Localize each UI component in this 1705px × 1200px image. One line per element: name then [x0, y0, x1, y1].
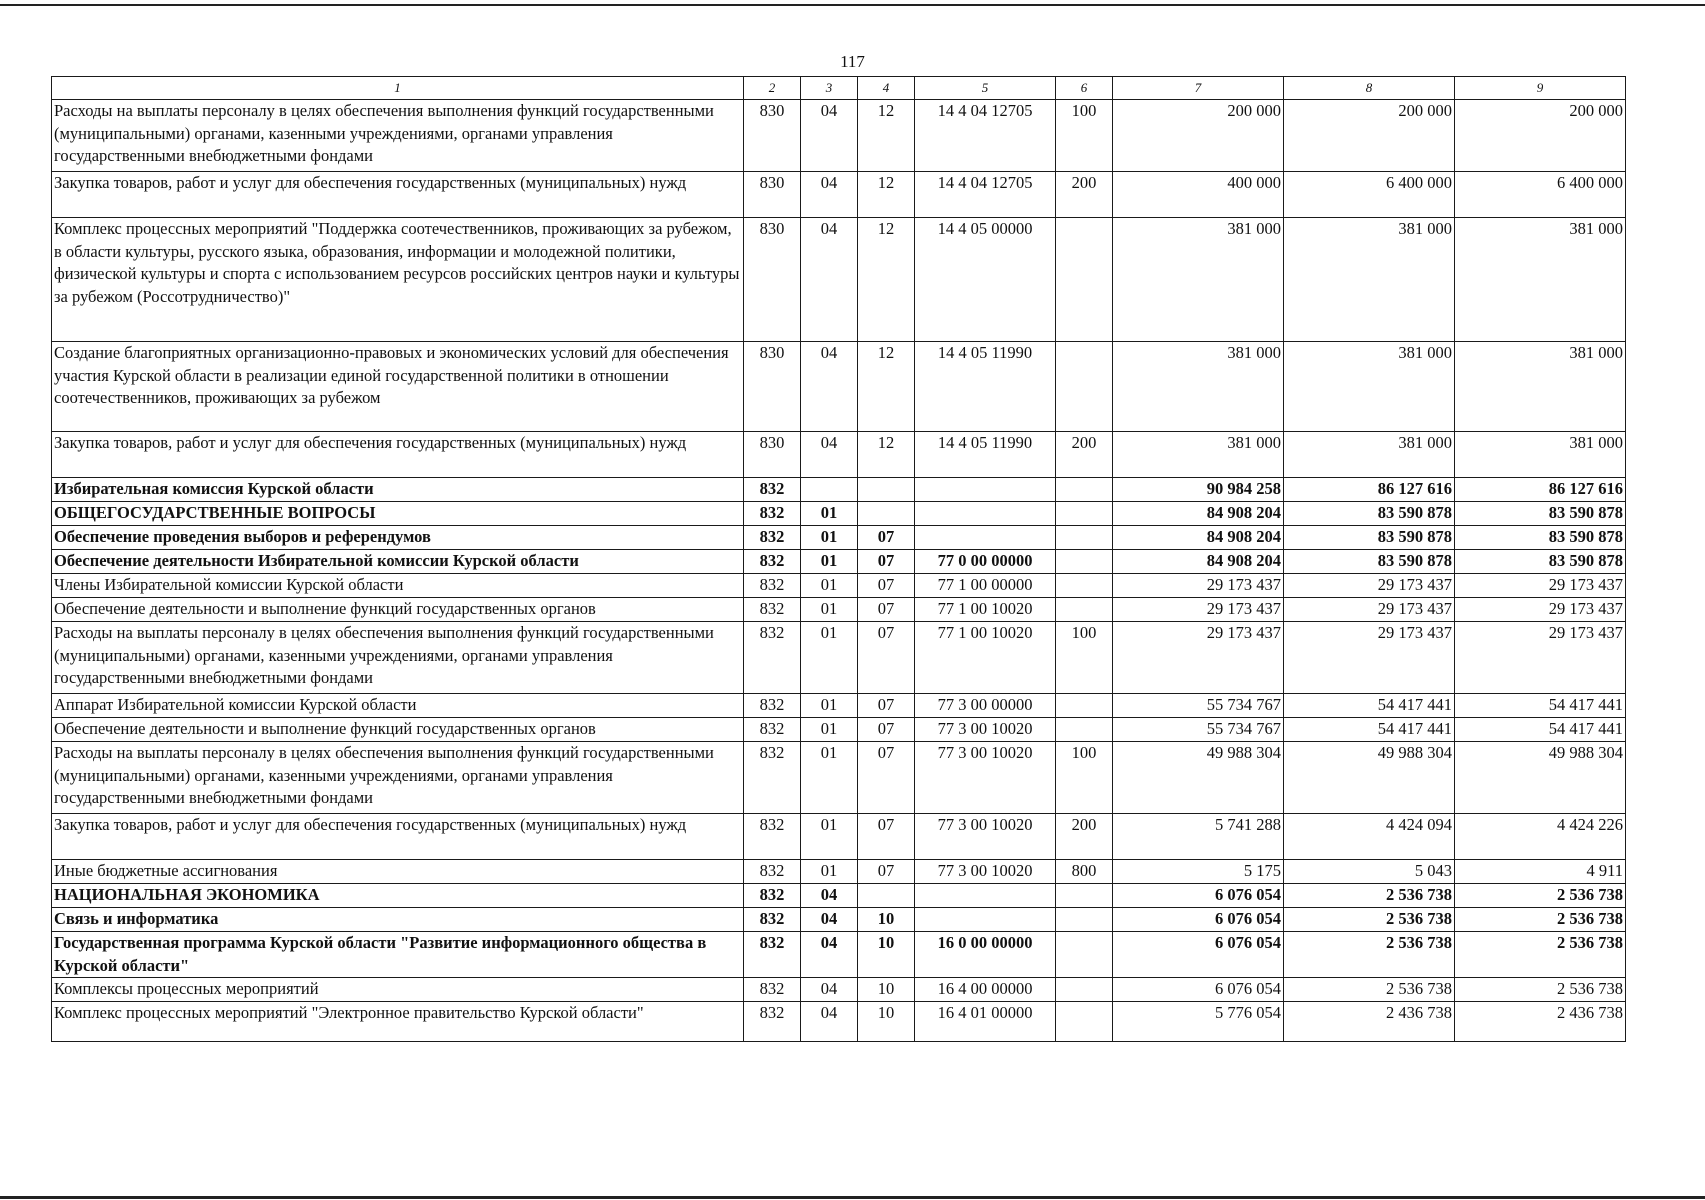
code-section: 04 — [801, 1002, 858, 1042]
code-target-article — [915, 478, 1056, 502]
row-name: Расходы на выплаты персоналу в целях обеспечения выполнения функций государственными (муниципальными) органами, казенными учреждениями, органами управления государственными внебюджетными фондами — [52, 742, 744, 814]
row-name: Комплекс процессных мероприятий "Электронное правительство Курской области" — [52, 1002, 744, 1042]
code-subsection: 07 — [858, 694, 915, 718]
code-subsection: 07 — [858, 598, 915, 622]
code-expense-type — [1056, 718, 1113, 742]
code-grbs: 830 — [744, 172, 801, 218]
amount-col8: 6 400 000 — [1284, 172, 1455, 218]
code-grbs: 832 — [744, 860, 801, 884]
code-subsection: 10 — [858, 978, 915, 1002]
code-subsection: 07 — [858, 814, 915, 860]
amount-col9: 83 590 878 — [1455, 526, 1626, 550]
amount-col9: 29 173 437 — [1455, 598, 1626, 622]
amount-col7: 49 988 304 — [1113, 742, 1284, 814]
code-section — [801, 478, 858, 502]
amount-col7: 6 076 054 — [1113, 908, 1284, 932]
amount-col8: 83 590 878 — [1284, 526, 1455, 550]
code-subsection: 12 — [858, 100, 915, 172]
amount-col9: 83 590 878 — [1455, 550, 1626, 574]
amount-col7: 55 734 767 — [1113, 694, 1284, 718]
amount-col9: 2 536 738 — [1455, 932, 1626, 978]
code-target-article: 14 4 04 12705 — [915, 172, 1056, 218]
row-name: ОБЩЕГОСУДАРСТВЕННЫЕ ВОПРОСЫ — [52, 502, 744, 526]
amount-col8: 381 000 — [1284, 342, 1455, 432]
amount-col7: 6 076 054 — [1113, 932, 1284, 978]
column-header: 9 — [1455, 77, 1626, 100]
budget-table — [51, 76, 1626, 1042]
table-row — [52, 342, 1626, 432]
amount-col8: 2 536 738 — [1284, 884, 1455, 908]
amount-col9: 86 127 616 — [1455, 478, 1626, 502]
amount-col7: 5 741 288 — [1113, 814, 1284, 860]
row-name: Расходы на выплаты персоналу в целях обеспечения выполнения функций государственными (муниципальными) органами, казенными учреждениями, органами управления государственными внебюджетными фондами — [52, 100, 744, 172]
code-subsection: 07 — [858, 526, 915, 550]
amount-col8: 2 536 738 — [1284, 978, 1455, 1002]
table-row — [52, 526, 1626, 550]
amount-col8: 29 173 437 — [1284, 598, 1455, 622]
amount-col9: 6 400 000 — [1455, 172, 1626, 218]
code-target-article: 77 0 00 00000 — [915, 550, 1056, 574]
code-target-article: 77 3 00 10020 — [915, 718, 1056, 742]
row-name: Аппарат Избирательной комиссии Курской области — [52, 694, 744, 718]
code-expense-type: 100 — [1056, 742, 1113, 814]
table-row — [52, 550, 1626, 574]
amount-col8: 5 043 — [1284, 860, 1455, 884]
amount-col9: 381 000 — [1455, 432, 1626, 478]
amount-col7: 29 173 437 — [1113, 574, 1284, 598]
code-grbs: 830 — [744, 218, 801, 342]
column-header: 8 — [1284, 77, 1455, 100]
code-target-article: 77 1 00 10020 — [915, 622, 1056, 694]
code-grbs: 832 — [744, 694, 801, 718]
amount-col7: 381 000 — [1113, 342, 1284, 432]
code-section: 04 — [801, 432, 858, 478]
table-row — [52, 622, 1626, 694]
code-subsection: 10 — [858, 908, 915, 932]
row-name: Обеспечение проведения выборов и референдумов — [52, 526, 744, 550]
row-name: Иные бюджетные ассигнования — [52, 860, 744, 884]
table-row — [52, 718, 1626, 742]
code-grbs: 832 — [744, 478, 801, 502]
table-row — [52, 100, 1626, 172]
code-subsection: 07 — [858, 742, 915, 814]
code-grbs: 830 — [744, 342, 801, 432]
amount-col8: 2 436 738 — [1284, 1002, 1455, 1042]
code-grbs: 832 — [744, 814, 801, 860]
amount-col8: 29 173 437 — [1284, 622, 1455, 694]
table-row — [52, 884, 1626, 908]
amount-col8: 200 000 — [1284, 100, 1455, 172]
table-row — [52, 478, 1626, 502]
table-row — [52, 978, 1626, 1002]
code-grbs: 832 — [744, 884, 801, 908]
table-row — [52, 598, 1626, 622]
amount-col7: 84 908 204 — [1113, 526, 1284, 550]
code-expense-type — [1056, 550, 1113, 574]
code-grbs: 832 — [744, 1002, 801, 1042]
column-header: 1 — [52, 77, 744, 100]
row-name: Расходы на выплаты персоналу в целях обеспечения выполнения функций государственными (муниципальными) органами, казенными учреждениями, органами управления государственными внебюджетными фондами — [52, 622, 744, 694]
code-expense-type — [1056, 908, 1113, 932]
table-row — [52, 742, 1626, 814]
code-section: 04 — [801, 884, 858, 908]
row-name: Создание благоприятных организационно-правовых и экономических условий для обеспечения участия Курской области в реализации единой государственной политики в отношении соотечественников, проживающих за рубежом — [52, 342, 744, 432]
code-expense-type — [1056, 598, 1113, 622]
row-name: НАЦИОНАЛЬНАЯ ЭКОНОМИКА — [52, 884, 744, 908]
row-name: Комплексы процессных мероприятий — [52, 978, 744, 1002]
code-section: 01 — [801, 860, 858, 884]
code-expense-type — [1056, 342, 1113, 432]
code-section: 01 — [801, 502, 858, 526]
amount-col9: 2 536 738 — [1455, 978, 1626, 1002]
code-subsection: 10 — [858, 932, 915, 978]
code-subsection: 10 — [858, 1002, 915, 1042]
amount-col9: 54 417 441 — [1455, 694, 1626, 718]
code-expense-type: 200 — [1056, 172, 1113, 218]
code-section: 04 — [801, 978, 858, 1002]
table-row — [52, 814, 1626, 860]
amount-col9: 29 173 437 — [1455, 622, 1626, 694]
amount-col7: 55 734 767 — [1113, 718, 1284, 742]
code-section: 04 — [801, 172, 858, 218]
table-row — [52, 694, 1626, 718]
code-expense-type: 800 — [1056, 860, 1113, 884]
code-grbs: 830 — [744, 100, 801, 172]
code-grbs: 832 — [744, 526, 801, 550]
top-edge-line — [0, 4, 1705, 6]
code-section: 04 — [801, 932, 858, 978]
row-name: Закупка товаров, работ и услуг для обеспечения государственных (муниципальных) нужд — [52, 814, 744, 860]
row-name: Государственная программа Курской области "Развитие информационного общества в Курской области" — [52, 932, 744, 978]
code-target-article: 14 4 05 11990 — [915, 342, 1056, 432]
amount-col7: 381 000 — [1113, 218, 1284, 342]
amount-col7: 29 173 437 — [1113, 622, 1284, 694]
code-grbs: 832 — [744, 978, 801, 1002]
code-target-article: 77 3 00 10020 — [915, 860, 1056, 884]
code-section: 01 — [801, 526, 858, 550]
amount-col9: 2 536 738 — [1455, 884, 1626, 908]
code-expense-type — [1056, 526, 1113, 550]
code-expense-type: 200 — [1056, 432, 1113, 478]
code-section: 01 — [801, 598, 858, 622]
code-section: 01 — [801, 742, 858, 814]
table-row — [52, 502, 1626, 526]
code-expense-type — [1056, 694, 1113, 718]
table-row — [52, 432, 1626, 478]
column-number-row — [52, 77, 1626, 100]
page-number: 117 — [840, 52, 865, 71]
code-target-article — [915, 908, 1056, 932]
code-section: 01 — [801, 574, 858, 598]
amount-col7: 200 000 — [1113, 100, 1284, 172]
amount-col7: 6 076 054 — [1113, 978, 1284, 1002]
code-target-article — [915, 884, 1056, 908]
amount-col8: 381 000 — [1284, 218, 1455, 342]
amount-col9: 200 000 — [1455, 100, 1626, 172]
amount-col8: 2 536 738 — [1284, 932, 1455, 978]
amount-col8: 29 173 437 — [1284, 574, 1455, 598]
amount-col9: 49 988 304 — [1455, 742, 1626, 814]
table-row — [52, 932, 1626, 978]
code-section: 04 — [801, 100, 858, 172]
code-grbs: 832 — [744, 622, 801, 694]
code-grbs: 832 — [744, 598, 801, 622]
code-subsection — [858, 478, 915, 502]
code-section: 04 — [801, 342, 858, 432]
code-subsection — [858, 502, 915, 526]
code-expense-type — [1056, 932, 1113, 978]
amount-col9: 2 536 738 — [1455, 908, 1626, 932]
amount-col8: 49 988 304 — [1284, 742, 1455, 814]
code-grbs: 832 — [744, 718, 801, 742]
code-grbs: 832 — [744, 550, 801, 574]
code-target-article: 77 3 00 10020 — [915, 742, 1056, 814]
amount-col8: 54 417 441 — [1284, 718, 1455, 742]
column-header: 7 — [1113, 77, 1284, 100]
code-section: 04 — [801, 908, 858, 932]
row-name: Обеспечение деятельности и выполнение функций государственных органов — [52, 598, 744, 622]
code-target-article: 77 3 00 10020 — [915, 814, 1056, 860]
amount-col8: 2 536 738 — [1284, 908, 1455, 932]
code-grbs: 832 — [744, 932, 801, 978]
code-target-article: 77 1 00 10020 — [915, 598, 1056, 622]
code-target-article: 16 4 00 00000 — [915, 978, 1056, 1002]
amount-col7: 400 000 — [1113, 172, 1284, 218]
code-target-article — [915, 526, 1056, 550]
amount-col7: 6 076 054 — [1113, 884, 1284, 908]
code-subsection: 07 — [858, 574, 915, 598]
amount-col7: 29 173 437 — [1113, 598, 1284, 622]
row-name: Связь и информатика — [52, 908, 744, 932]
code-expense-type: 100 — [1056, 100, 1113, 172]
code-section: 01 — [801, 814, 858, 860]
row-name: Обеспечение деятельности Избирательной комиссии Курской области — [52, 550, 744, 574]
amount-col9: 54 417 441 — [1455, 718, 1626, 742]
column-header: 4 — [858, 77, 915, 100]
code-subsection: 12 — [858, 432, 915, 478]
row-name: Обеспечение деятельности и выполнение функций государственных органов — [52, 718, 744, 742]
code-subsection: 07 — [858, 622, 915, 694]
code-grbs: 832 — [744, 574, 801, 598]
code-section: 01 — [801, 622, 858, 694]
table-row — [52, 908, 1626, 932]
code-expense-type: 100 — [1056, 622, 1113, 694]
amount-col9: 4 424 226 — [1455, 814, 1626, 860]
code-subsection: 07 — [858, 860, 915, 884]
code-section: 01 — [801, 550, 858, 574]
code-subsection: 07 — [858, 550, 915, 574]
code-target-article: 14 4 05 00000 — [915, 218, 1056, 342]
code-subsection: 12 — [858, 218, 915, 342]
amount-col7: 5 175 — [1113, 860, 1284, 884]
amount-col8: 83 590 878 — [1284, 502, 1455, 526]
code-section: 04 — [801, 218, 858, 342]
code-target-article: 14 4 05 11990 — [915, 432, 1056, 478]
code-subsection: 12 — [858, 172, 915, 218]
code-expense-type — [1056, 978, 1113, 1002]
table-row — [52, 172, 1626, 218]
amount-col7: 90 984 258 — [1113, 478, 1284, 502]
code-expense-type — [1056, 502, 1113, 526]
code-target-article: 16 4 01 00000 — [915, 1002, 1056, 1042]
amount-col8: 381 000 — [1284, 432, 1455, 478]
code-target-article: 77 3 00 00000 — [915, 694, 1056, 718]
amount-col7: 381 000 — [1113, 432, 1284, 478]
code-grbs: 832 — [744, 502, 801, 526]
amount-col8: 54 417 441 — [1284, 694, 1455, 718]
code-expense-type — [1056, 1002, 1113, 1042]
table-row — [52, 860, 1626, 884]
column-header: 6 — [1056, 77, 1113, 100]
table-row — [52, 218, 1626, 342]
amount-col9: 29 173 437 — [1455, 574, 1626, 598]
bottom-edge-line — [0, 1196, 1705, 1199]
code-expense-type — [1056, 574, 1113, 598]
column-header: 5 — [915, 77, 1056, 100]
code-subsection: 07 — [858, 718, 915, 742]
code-grbs: 830 — [744, 432, 801, 478]
row-name: Закупка товаров, работ и услуг для обеспечения государственных (муниципальных) нужд — [52, 432, 744, 478]
code-target-article: 14 4 04 12705 — [915, 100, 1056, 172]
amount-col7: 84 908 204 — [1113, 502, 1284, 526]
amount-col8: 83 590 878 — [1284, 550, 1455, 574]
code-expense-type: 200 — [1056, 814, 1113, 860]
code-target-article: 16 0 00 00000 — [915, 932, 1056, 978]
amount-col7: 84 908 204 — [1113, 550, 1284, 574]
amount-col9: 381 000 — [1455, 342, 1626, 432]
column-header: 3 — [801, 77, 858, 100]
amount-col9: 2 436 738 — [1455, 1002, 1626, 1042]
code-subsection: 12 — [858, 342, 915, 432]
amount-col9: 4 911 — [1455, 860, 1626, 884]
row-name: Комплекс процессных мероприятий "Поддержка соотечественников, проживающих за рубежом, в области культуры, русского языка, образования, информации и молодежной политики, физической культуры и спорта с использованием ресурсов российских центров науки и культуры за рубежом (Россотрудничество)" — [52, 218, 744, 342]
amount-col8: 4 424 094 — [1284, 814, 1455, 860]
code-grbs: 832 — [744, 908, 801, 932]
code-grbs: 832 — [744, 742, 801, 814]
amount-col9: 83 590 878 — [1455, 502, 1626, 526]
code-target-article: 77 1 00 00000 — [915, 574, 1056, 598]
code-subsection — [858, 884, 915, 908]
code-target-article — [915, 502, 1056, 526]
column-header: 2 — [744, 77, 801, 100]
amount-col9: 381 000 — [1455, 218, 1626, 342]
code-section: 01 — [801, 694, 858, 718]
amount-col7: 5 776 054 — [1113, 1002, 1284, 1042]
code-expense-type — [1056, 218, 1113, 342]
code-section: 01 — [801, 718, 858, 742]
code-expense-type — [1056, 884, 1113, 908]
code-expense-type — [1056, 478, 1113, 502]
table-row — [52, 1002, 1626, 1042]
row-name: Члены Избирательной комиссии Курской области — [52, 574, 744, 598]
row-name: Избирательная комиссия Курской области — [52, 478, 744, 502]
table-row — [52, 574, 1626, 598]
amount-col8: 86 127 616 — [1284, 478, 1455, 502]
row-name: Закупка товаров, работ и услуг для обеспечения государственных (муниципальных) нужд — [52, 172, 744, 218]
